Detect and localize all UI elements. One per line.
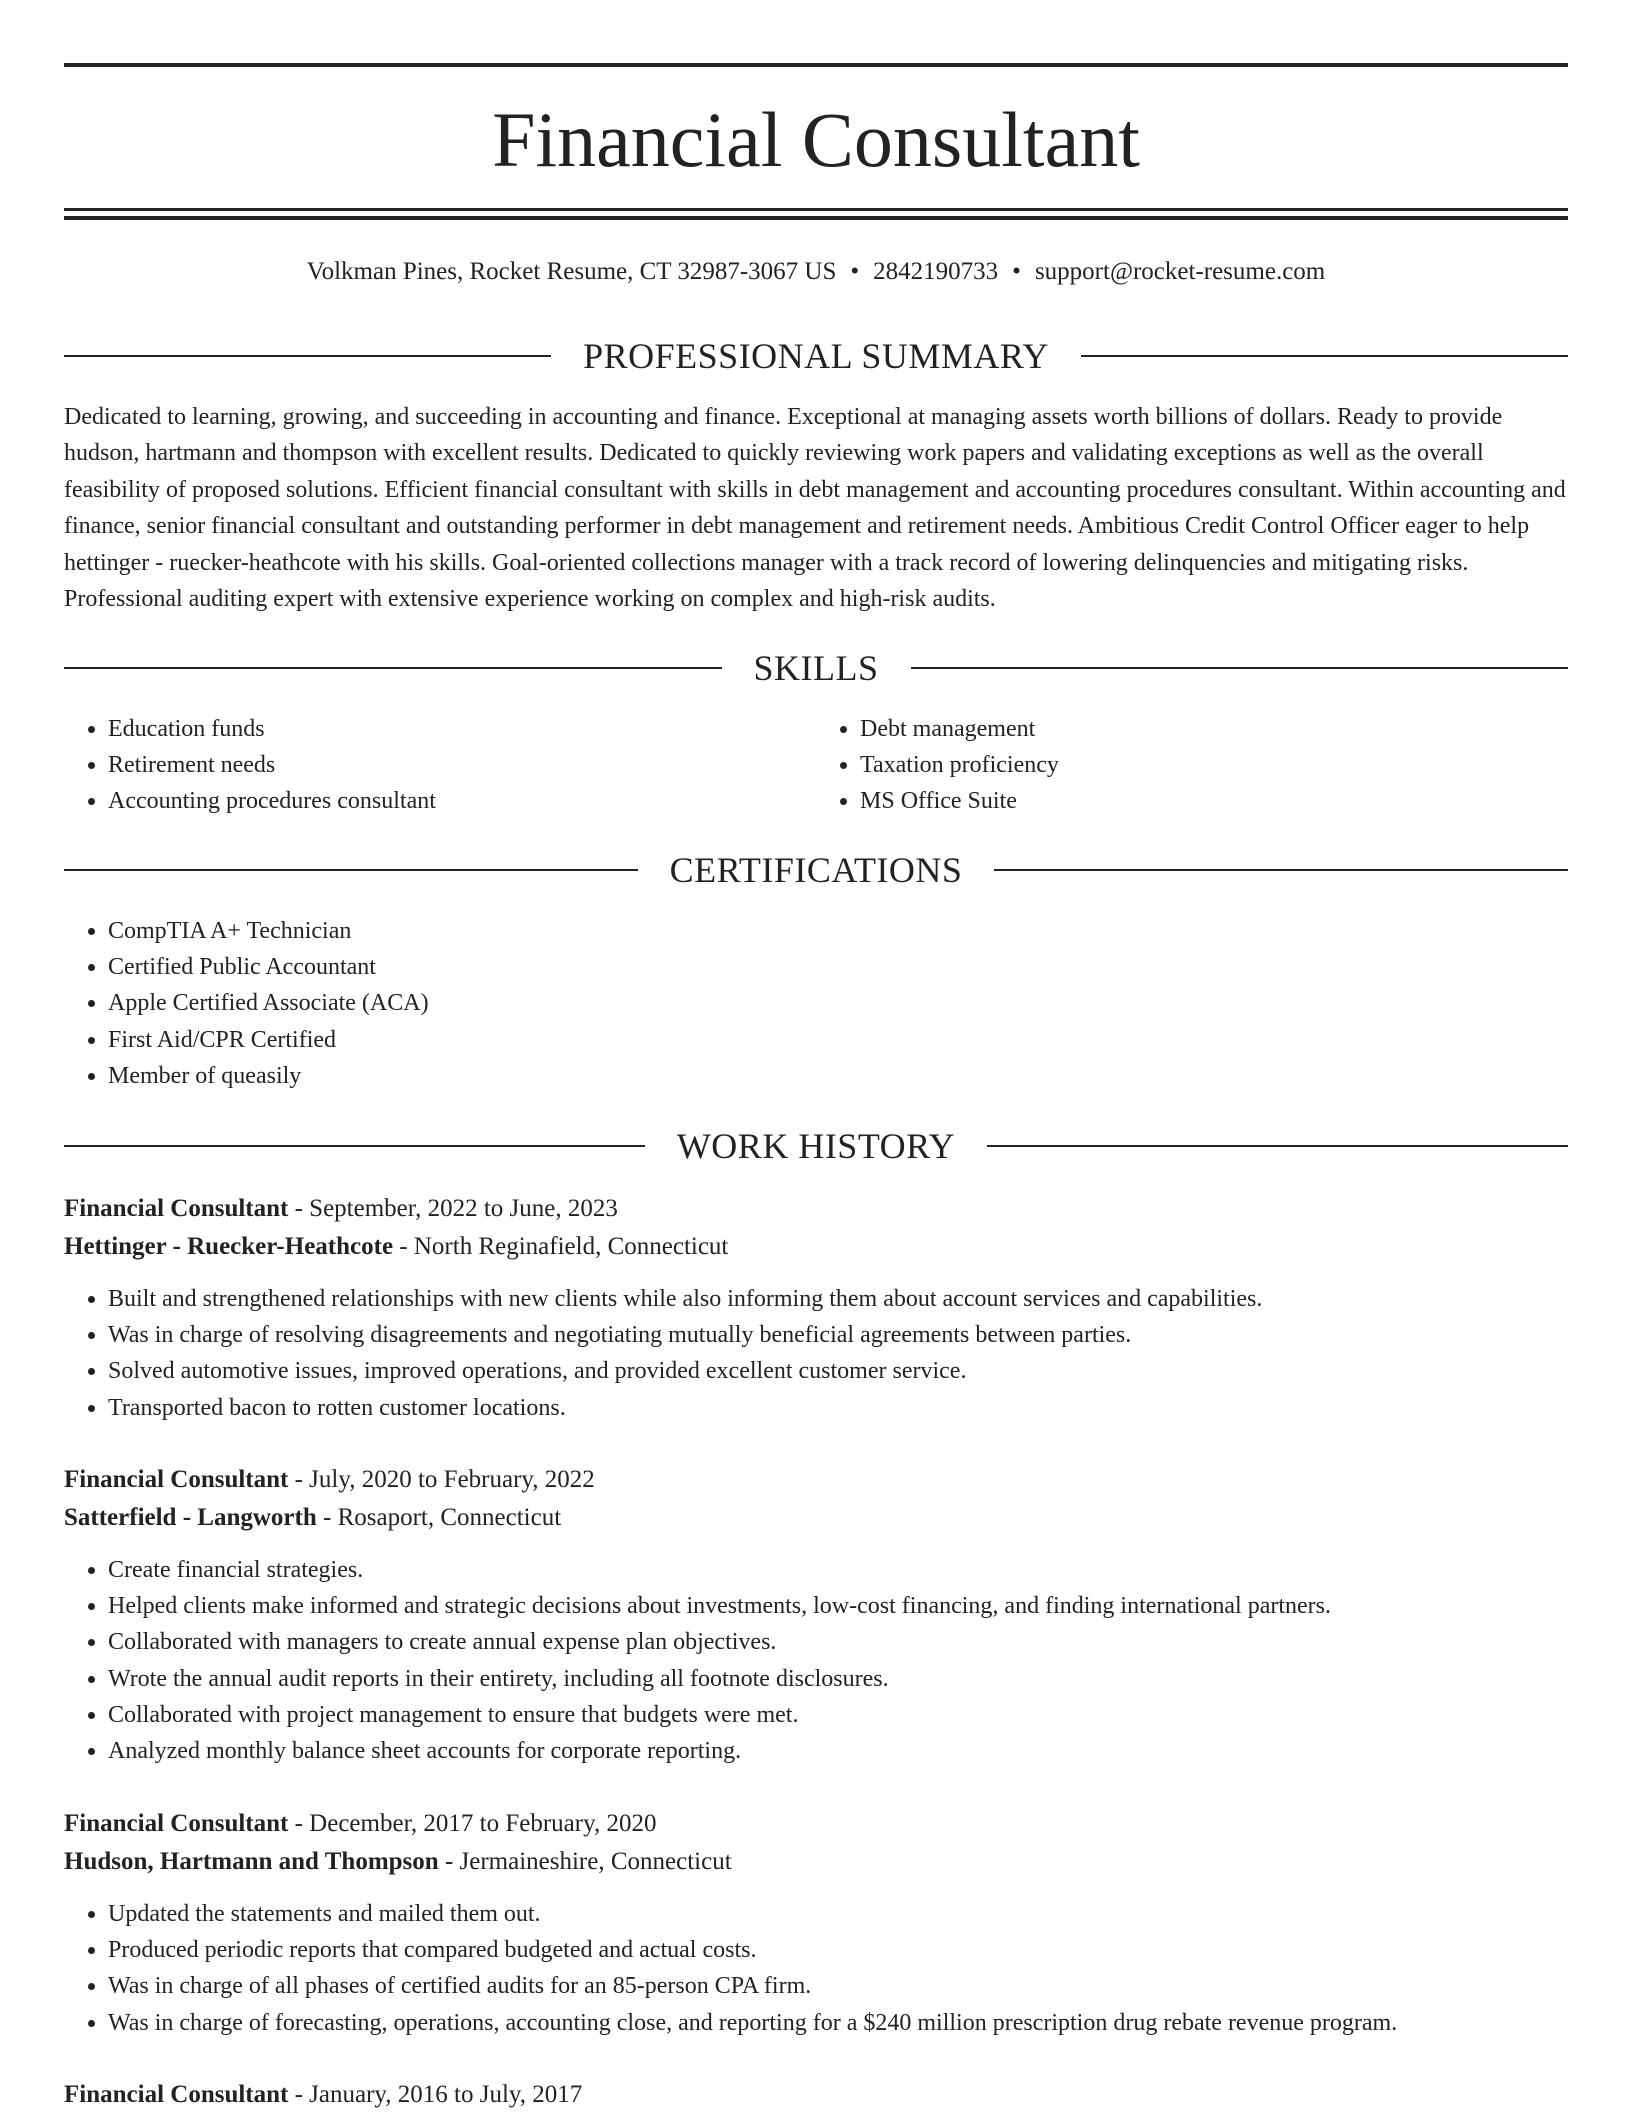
contact-line bbox=[64, 252, 1568, 292]
job-location: - Jermaineshire, Connecticut bbox=[438, 1848, 732, 1875]
section-rule bbox=[64, 1145, 645, 1147]
contact-email: support@rocket-resume.com bbox=[1034, 258, 1326, 285]
summary-text: Dedicated to learning, growing, and succeeding in accounting and finance. Exceptional at managing assets worth billions of dollars. Ready to provide hudson, hartmann and thompson with excellent results. Dedicated to quickly reviewing work papers and validating exceptions as well as the overall feasibility of proposed solutions. Efficient financial consultant with skills in debt management and accounting procedures consultant. Within accounting and finance, senior financial consultant and outstanding performer in debt management and retirement needs. Ambitious Credit Control Officer eager to help hettinger - ruecker-heathcote with his skills. Goal-oriented collections manager with a track record of lowering delinquencies and mitigating risks. Professional auditing expert with extensive experience working on complex and high-risk audits. bbox=[64, 404, 1566, 613]
job-bullet: • Solved automotive issues, improved operations, and provided excellent customer service. bbox=[108, 1353, 1568, 1389]
job-company-line bbox=[64, 1843, 1568, 1881]
skill-item: • Debt management bbox=[860, 711, 1568, 747]
job-bullet: • Collaborated with managers to create annual expense plan objectives. bbox=[108, 1624, 1568, 1660]
skills-section bbox=[64, 711, 1568, 820]
job-company-line bbox=[64, 1499, 1568, 1537]
job-company: Hettinger - Ruecker-Heathcote bbox=[64, 1233, 394, 1260]
summary-section bbox=[64, 399, 1568, 617]
job-bullet: • Produced periodic reports that compared budgeted and actual costs. bbox=[108, 1932, 1568, 1968]
contact-address: Volkman Pines, Rocket Resume, CT 32987-3067 US bbox=[306, 258, 837, 285]
job-bullet: • Collaborated with project management to ensure that budgets were met. bbox=[108, 1697, 1568, 1733]
job-bullet: • Transported bacon to rotten customer locations. bbox=[108, 1390, 1568, 1426]
certifications-heading: CERTIFICATIONS bbox=[669, 850, 963, 890]
job-company-line bbox=[64, 1228, 1568, 1266]
job-bullet: • Helped clients make informed and strategic decisions about investments, low-cost financing, and finding international partners. bbox=[108, 1588, 1568, 1624]
skills-heading: SKILLS bbox=[753, 648, 879, 688]
job-entry bbox=[64, 2076, 1568, 2114]
job-title: Financial Consultant bbox=[64, 2081, 289, 2108]
certification-item: • Member of queasily bbox=[108, 1058, 1568, 1094]
job-title: Financial Consultant bbox=[64, 1810, 289, 1837]
header-bottom-rule-2 bbox=[64, 216, 1568, 220]
skill-item: • Retirement needs bbox=[108, 747, 816, 783]
section-rule bbox=[64, 869, 638, 871]
job-dates: - December, 2017 to February, 2020 bbox=[288, 1810, 657, 1837]
skill-item: • MS Office Suite bbox=[860, 783, 1568, 819]
header-bottom-rule bbox=[64, 208, 1568, 211]
job-title-line bbox=[64, 1805, 1568, 1843]
job-dates: - July, 2020 to February, 2022 bbox=[288, 1466, 595, 1493]
job-dates: - September, 2022 to June, 2023 bbox=[288, 1195, 618, 1222]
certifications-section bbox=[64, 913, 1568, 1094]
job-entry bbox=[64, 1805, 1568, 2041]
work-history-heading: WORK HISTORY bbox=[676, 1126, 956, 1166]
section-rule bbox=[987, 1145, 1568, 1147]
job-entry bbox=[64, 1461, 1568, 1769]
job-bullet: • Was in charge of all phases of certified audits for an 85-person CPA firm. bbox=[108, 1968, 1568, 2004]
job-title-line bbox=[64, 2076, 1568, 2114]
job-bullet: • Was in charge of forecasting, operations, accounting close, and reporting for a $240 million prescription drug rebate revenue program. bbox=[108, 2005, 1568, 2041]
job-bullets bbox=[64, 1281, 1568, 1426]
page-title: Financial Consultant bbox=[492, 96, 1140, 183]
summary-section-header bbox=[64, 334, 1568, 378]
job-bullet: • Create financial strategies. bbox=[108, 1552, 1568, 1588]
certification-item: • Apple Certified Associate (ACA) bbox=[108, 985, 1568, 1021]
section-rule bbox=[1081, 355, 1568, 357]
contact-separator: • bbox=[1012, 258, 1021, 285]
skill-item: • Accounting procedures consultant bbox=[108, 783, 816, 819]
job-bullet: • Updated the statements and mailed them out. bbox=[108, 1896, 1568, 1932]
skill-item: • Taxation proficiency bbox=[860, 747, 1568, 783]
job-company: Hudson, Hartmann and Thompson bbox=[64, 1848, 439, 1875]
skills-list-right bbox=[816, 711, 1568, 820]
job-entry bbox=[64, 1190, 1568, 1426]
job-title-line bbox=[64, 1461, 1568, 1499]
job-title: Financial Consultant bbox=[64, 1195, 289, 1222]
job-bullets bbox=[64, 1896, 1568, 2041]
job-location: - North Reginafield, Connecticut bbox=[393, 1233, 729, 1260]
skills-section-header bbox=[64, 646, 1568, 690]
skills-list-left bbox=[64, 711, 816, 820]
certification-item: • Certified Public Accountant bbox=[108, 949, 1568, 985]
job-bullet: • Analyzed monthly balance sheet accounts for corporate reporting. bbox=[108, 1733, 1568, 1769]
contact-separator: • bbox=[850, 258, 860, 285]
job-bullets bbox=[64, 1552, 1568, 1769]
skill-item: • Education funds bbox=[108, 711, 816, 747]
section-rule bbox=[64, 667, 722, 669]
certification-item: • First Aid/CPR Certified bbox=[108, 1022, 1568, 1058]
summary-heading: PROFESSIONAL SUMMARY bbox=[583, 336, 1049, 376]
section-rule bbox=[911, 667, 1569, 669]
job-title-line bbox=[64, 1190, 1568, 1228]
section-rule bbox=[64, 355, 551, 357]
job-bullet: • Built and strengthened relationships with new clients while also informing them about account services and capabilities. bbox=[108, 1281, 1568, 1317]
job-location: - Rosaport, Connecticut bbox=[316, 1504, 562, 1531]
certifications-section-header bbox=[64, 848, 1568, 892]
job-bullet: • Was in charge of resolving disagreements and negotiating mutually beneficial agreements between parties. bbox=[108, 1317, 1568, 1353]
certification-item: • CompTIA A+ Technician bbox=[108, 913, 1568, 949]
section-rule bbox=[994, 869, 1568, 871]
header-top-rule bbox=[64, 63, 1568, 67]
job-dates: - January, 2016 to July, 2017 bbox=[288, 2081, 583, 2108]
contact-phone: 2842190733 bbox=[873, 258, 999, 285]
certifications-list bbox=[64, 913, 1568, 1094]
work-history-section-header bbox=[64, 1124, 1568, 1168]
job-company: Satterfield - Langworth bbox=[64, 1504, 317, 1531]
job-bullet: • Wrote the annual audit reports in their entirety, including all footnote disclosures. bbox=[108, 1661, 1568, 1697]
job-title: Financial Consultant bbox=[64, 1466, 289, 1493]
